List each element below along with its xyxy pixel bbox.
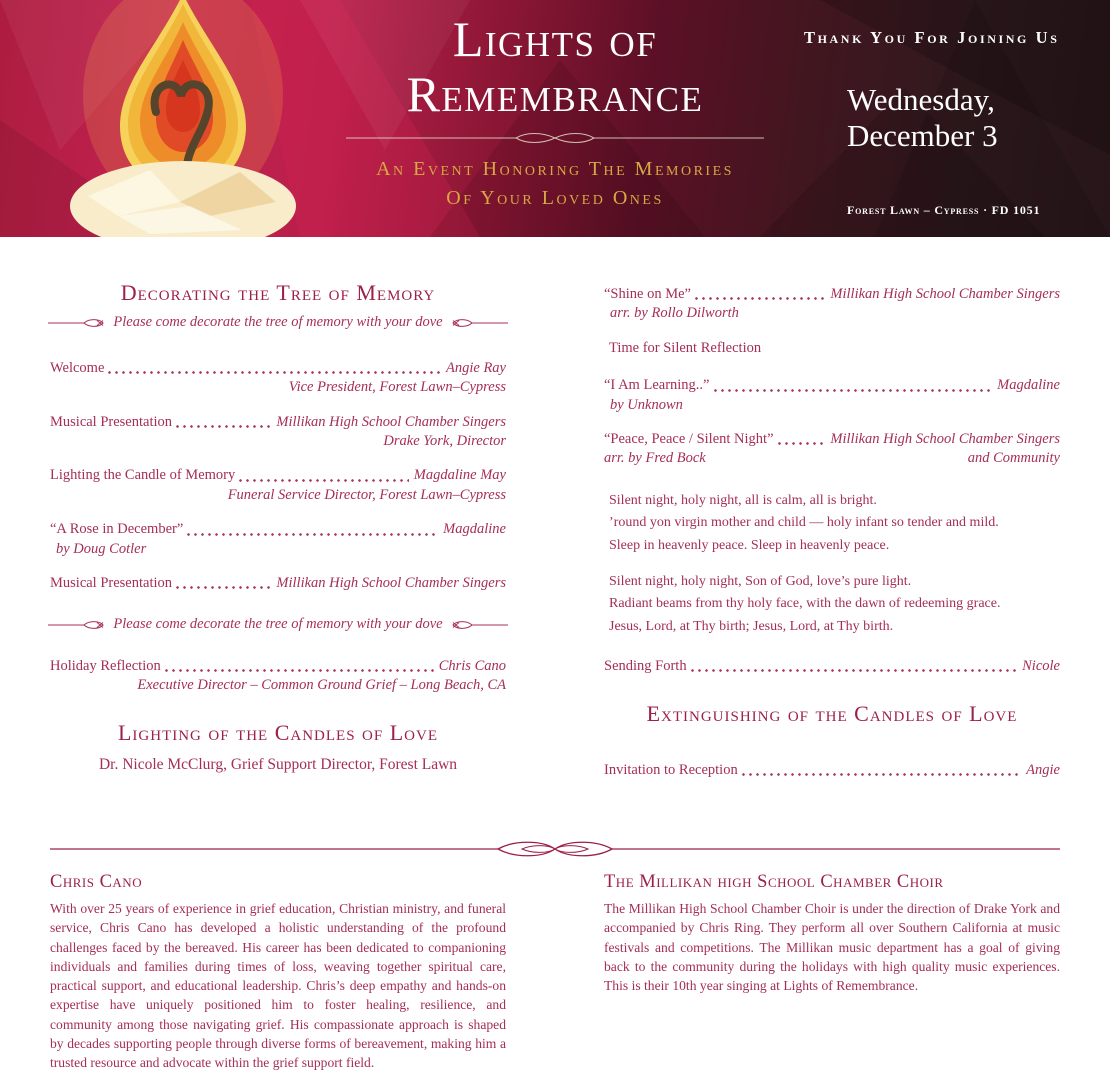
item-subtitle: Vice President, Forest Lawn–Cypress (288, 379, 506, 396)
item-name: Angie Ray (446, 359, 506, 376)
item-name: Angie (1026, 761, 1060, 778)
dotted-leader (108, 371, 441, 374)
program-row (50, 658, 506, 675)
program-row (604, 431, 1060, 448)
dotted-leader (165, 669, 434, 672)
program-item-musical-2 (50, 575, 506, 592)
decorate-note-text: Please come decorate the tree of memory with your dove (113, 616, 443, 633)
section-heading-extinguishing: Extinguishing of the Candles of Love (646, 701, 1018, 727)
lighting-candles-leader: Dr. Nicole McClurg, Grief Support Director, Forest Lawn (98, 755, 458, 773)
dotted-leader (691, 669, 1018, 672)
program-row (604, 377, 1060, 394)
item-subtitle: arr. by Rollo Dilworth (610, 305, 739, 322)
community-credit: and Community (967, 450, 1060, 467)
item-label: “Shine on Me” (604, 286, 691, 302)
program-column-right (604, 280, 1060, 796)
title-line-2: Remembrance (406, 66, 704, 122)
program-row (604, 286, 1060, 303)
subtitle-line-2: Of Your Loved Ones (446, 187, 664, 209)
item-name: Magdaline (443, 521, 506, 538)
item-label: “A Rose in December” (50, 521, 184, 538)
dotted-leader (778, 442, 826, 445)
item-label: “Peace, Peace / Silent Night” (604, 430, 774, 447)
arranger-credit: arr. by Fred Bock (604, 450, 706, 467)
program-row (50, 467, 506, 484)
program-item-welcome (50, 360, 506, 397)
silent-reflection-line: Time for Silent Reflection (609, 339, 762, 356)
item-label: “I Am Learning..” (604, 377, 710, 394)
decorate-note-text: Please come decorate the tree of memory with your dove (113, 314, 443, 331)
silent-night-lyrics (609, 490, 1060, 638)
flourish-right-icon (450, 619, 508, 631)
item-name: Millikan High School Chamber Singers (830, 286, 1060, 302)
page-title (328, 12, 782, 122)
program-item-lighting-candle (50, 467, 506, 504)
item-subtitle-row (604, 450, 1060, 467)
event-subtitle (328, 155, 782, 213)
item-label: Lighting the Candle of Memory (50, 467, 236, 484)
lyric-line: Silent night, holy night, Son of God, love’s pure light. (609, 573, 912, 589)
program-row (50, 414, 506, 431)
item-label: Sending Forth (604, 658, 687, 675)
lyric-line: Radiant beams from thy holy face, with the dawn of redeeming grace. (609, 596, 1001, 612)
program-row (604, 762, 1060, 779)
dotted-leader (187, 533, 438, 536)
bio-heading: Chris Cano (50, 872, 143, 892)
program-item-shine-on-me (604, 286, 1060, 323)
item-name: Millikan High School Chamber Singers (830, 430, 1060, 447)
bio-body-text: With over 25 years of experience in grief education, Christian ministry, and funeral service, Chris Cano has developed a holistic understanding of the profound challenges faced by the bereaved. His career has been dedicated to companioning individuals and families during times of loss, weaving together spiritual care, practical support, and educational leadership. Chris’s deep empathy and hands-on expertise have uniquely positioned him to foster healing, resilience, and community among those navigating grief. His compassionate approach is shaped by decades supporting people through diverse forms of bereavement, making him a trusted resource and advocate within the grief support field. (50, 901, 506, 1071)
lyrics-stanza-1 (609, 490, 1060, 557)
dotted-leader (176, 425, 271, 428)
bio-heading: The Millikan high School Chamber Choir (604, 872, 944, 892)
subtitle-line-1: An Event Honoring The Memories (376, 158, 734, 180)
program-row (604, 658, 1060, 675)
item-name: Nicole (1022, 658, 1060, 675)
bio-chris-cano (50, 872, 506, 1073)
item-name: Millikan High School Chamber Singers (276, 574, 506, 591)
event-date (847, 82, 998, 155)
thank-you-text: Thank You For Joining Us (804, 28, 1060, 47)
item-subtitle: by Doug Cotler (56, 540, 147, 557)
item-subtitle: by Unknown (610, 396, 683, 413)
item-name: Chris Cano (438, 657, 506, 674)
program-item-sending-forth (604, 658, 1060, 675)
lyric-line: ’round yon virgin mother and child — holy infant so tender and mild. (609, 515, 999, 531)
title-block (328, 12, 782, 213)
decorate-note-line-2 (50, 616, 506, 633)
dotted-leader (714, 389, 993, 392)
title-rule-ornament-icon (346, 130, 764, 146)
item-name: Magdaline (997, 377, 1060, 394)
item-label: Holiday Reflection (50, 657, 161, 674)
item-label: Welcome (50, 359, 105, 376)
date-line-1: Wednesday, (847, 82, 995, 117)
decorate-note-line (50, 314, 506, 331)
lyrics-stanza-2 (609, 571, 1060, 638)
section-heading-lighting-candles: Lighting of the Candles of Love (117, 720, 439, 746)
section-heading-decorating: Decorating the Tree of Memory (120, 280, 436, 305)
divider-ornament-icon (50, 838, 1060, 860)
bio-body-text: The Millikan High School Chamber Choir is under the direction of Drake York and accompanied by Chris Ring. They perform all over Southern California at music festivals and competitions. The Millikan music department has a goal of giving back to the community during the holidays with high quality music experiences. This is their 10th year singing at Lights of Remembrance. (604, 901, 1060, 994)
program-item-holiday-reflection (50, 658, 506, 695)
flourish-left-icon (48, 619, 106, 631)
flourish-right-icon (450, 317, 508, 329)
program-row (50, 360, 506, 377)
item-name: Millikan High School Chamber Singers (276, 413, 506, 430)
program-item-reception (604, 762, 1060, 779)
title-line-1: Lights of (452, 11, 658, 67)
lyric-line: Jesus, Lord, at Thy birth; Jesus, Lord, at Thy birth. (609, 618, 894, 634)
bio-millikan-choir (604, 872, 1060, 995)
item-subtitle: Executive Director – Common Ground Grief – Long Beach, CA (137, 677, 506, 694)
lyric-line: Silent night, holy night, all is calm, all is bright. (609, 492, 877, 508)
masthead-banner (0, 0, 1110, 237)
dotted-leader (695, 297, 825, 300)
item-label: Musical Presentation (50, 413, 173, 430)
program-row (50, 521, 506, 538)
venue-text: Forest Lawn – Cypress · FD 1051 (847, 203, 1041, 217)
program-item-rose-in-december (50, 521, 506, 558)
date-line-2: December 3 (847, 118, 998, 154)
program-row (50, 575, 506, 592)
item-subtitle: Drake York, Director (383, 432, 506, 449)
program-column-left (50, 280, 506, 774)
program-item-musical-1 (50, 414, 506, 451)
program-item-peace-silent-night (604, 431, 1060, 468)
item-subtitle: Funeral Service Director, Forest Lawn–Cypress (227, 486, 506, 503)
item-label: Musical Presentation (50, 574, 173, 591)
flourish-left-icon (48, 317, 106, 329)
item-name: Magdaline May (413, 467, 506, 484)
item-label: Invitation to Reception (604, 761, 738, 778)
program-item-i-am-learning (604, 377, 1060, 414)
dotted-leader (176, 586, 271, 589)
lyric-line: Sleep in heavenly peace. Sleep in heavenly peace. (609, 537, 890, 553)
candle-illustration (58, 0, 308, 237)
dotted-leader (742, 773, 1021, 776)
dotted-leader (239, 479, 409, 482)
